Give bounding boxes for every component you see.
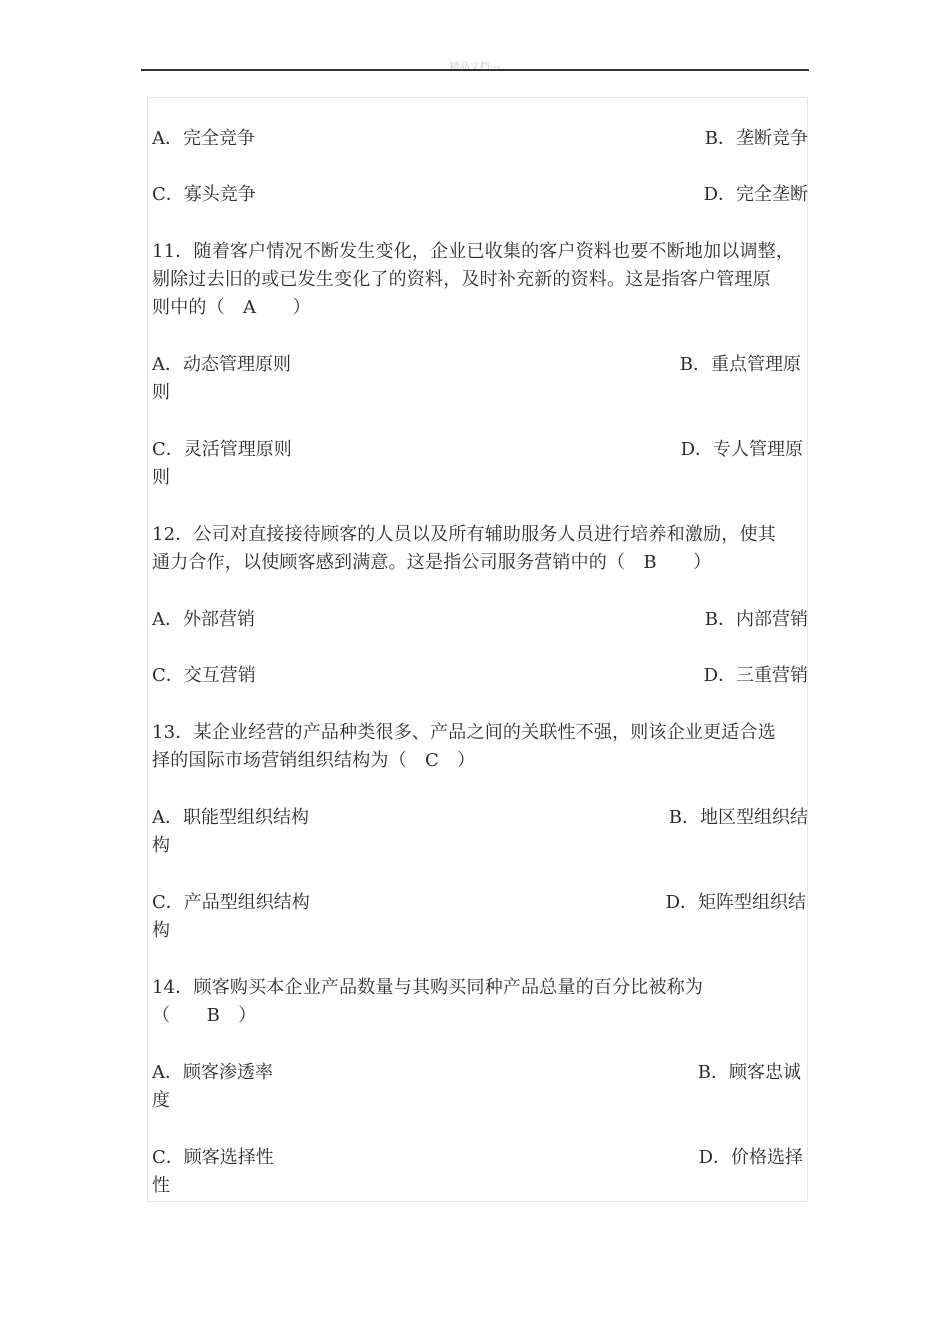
- option-wrap: 则: [152, 467, 170, 488]
- option-row: [152, 436, 808, 464]
- question-13-line-1: 13．某企业经营的产品种类很多、产品之间的关联性不强，则该企业更适合选: [152, 722, 776, 743]
- option-a: A．职能型组织结构: [152, 807, 309, 828]
- option-c: C．顾客选择性: [152, 1147, 274, 1168]
- option-wrap: 则: [152, 382, 170, 403]
- question-11-line-1: 11．随着客户情况不断发生变化，企业已收集的客户资料也要不断地加以调整，: [152, 241, 795, 262]
- option-row: [152, 351, 808, 379]
- option-c: C．寡头竞争: [152, 184, 256, 205]
- option-row: [152, 1144, 808, 1172]
- option-b: B．垄断竞争: [704, 128, 808, 149]
- question-14-line-2: （ B ）: [152, 1005, 257, 1026]
- option-d: D．完全垄断: [703, 184, 808, 205]
- option-d: D．矩阵型组织结: [665, 892, 806, 913]
- question-12-line-1: 12．公司对直接接待顾客的人员以及所有辅助服务人员进行培养和激励，使其: [152, 524, 776, 545]
- option-wrap: 度: [152, 1090, 170, 1111]
- option-row: [152, 606, 808, 634]
- option-b: B．内部营销: [704, 609, 808, 630]
- option-wrap: 构: [152, 835, 170, 856]
- question-13-line-2: 择的国际市场营销组织结构为（ C ）: [152, 750, 476, 771]
- option-a: A．完全竞争: [152, 128, 255, 149]
- question-14-line-1: 14．顾客购买本企业产品数量与其购买同种产品总量的百分比被称为: [152, 977, 704, 998]
- option-c: C．产品型组织结构: [152, 892, 310, 913]
- option-wrap: 性: [152, 1175, 170, 1196]
- option-d: D．专人管理原: [680, 439, 803, 460]
- question-12-line-2: 通力合作，以使顾客感到满意。这是指公司服务营销中的（ B ）: [152, 552, 712, 573]
- option-a: A．外部营销: [152, 609, 255, 630]
- option-row: [152, 804, 808, 832]
- question-11-line-2: 剔除过去旧的或已发生变化了的资料，及时补充新的资料。这是指客户管理原: [152, 269, 771, 290]
- option-row: [152, 662, 808, 690]
- option-a: A．动态管理原则: [152, 354, 291, 375]
- option-b: B．顾客忠诚: [697, 1062, 801, 1083]
- option-a: A．顾客渗透率: [152, 1062, 273, 1083]
- option-d: D．价格选择: [698, 1147, 803, 1168]
- option-wrap: 构: [152, 920, 170, 941]
- option-b: B．地区型组织结: [668, 807, 808, 828]
- option-row: [152, 125, 808, 153]
- question-11-line-3: 则中的（ A ）: [152, 297, 311, 318]
- option-row: [152, 1059, 808, 1087]
- option-row: [152, 889, 808, 917]
- header-watermark: 精品文档---: [449, 62, 501, 73]
- option-d: D．三重营销: [703, 665, 808, 686]
- option-c: C．灵活管理原则: [152, 439, 292, 460]
- option-c: C．交互营销: [152, 665, 256, 686]
- header-rule: [141, 69, 809, 71]
- option-b: B．重点管理原: [679, 354, 801, 375]
- option-row: [152, 181, 808, 209]
